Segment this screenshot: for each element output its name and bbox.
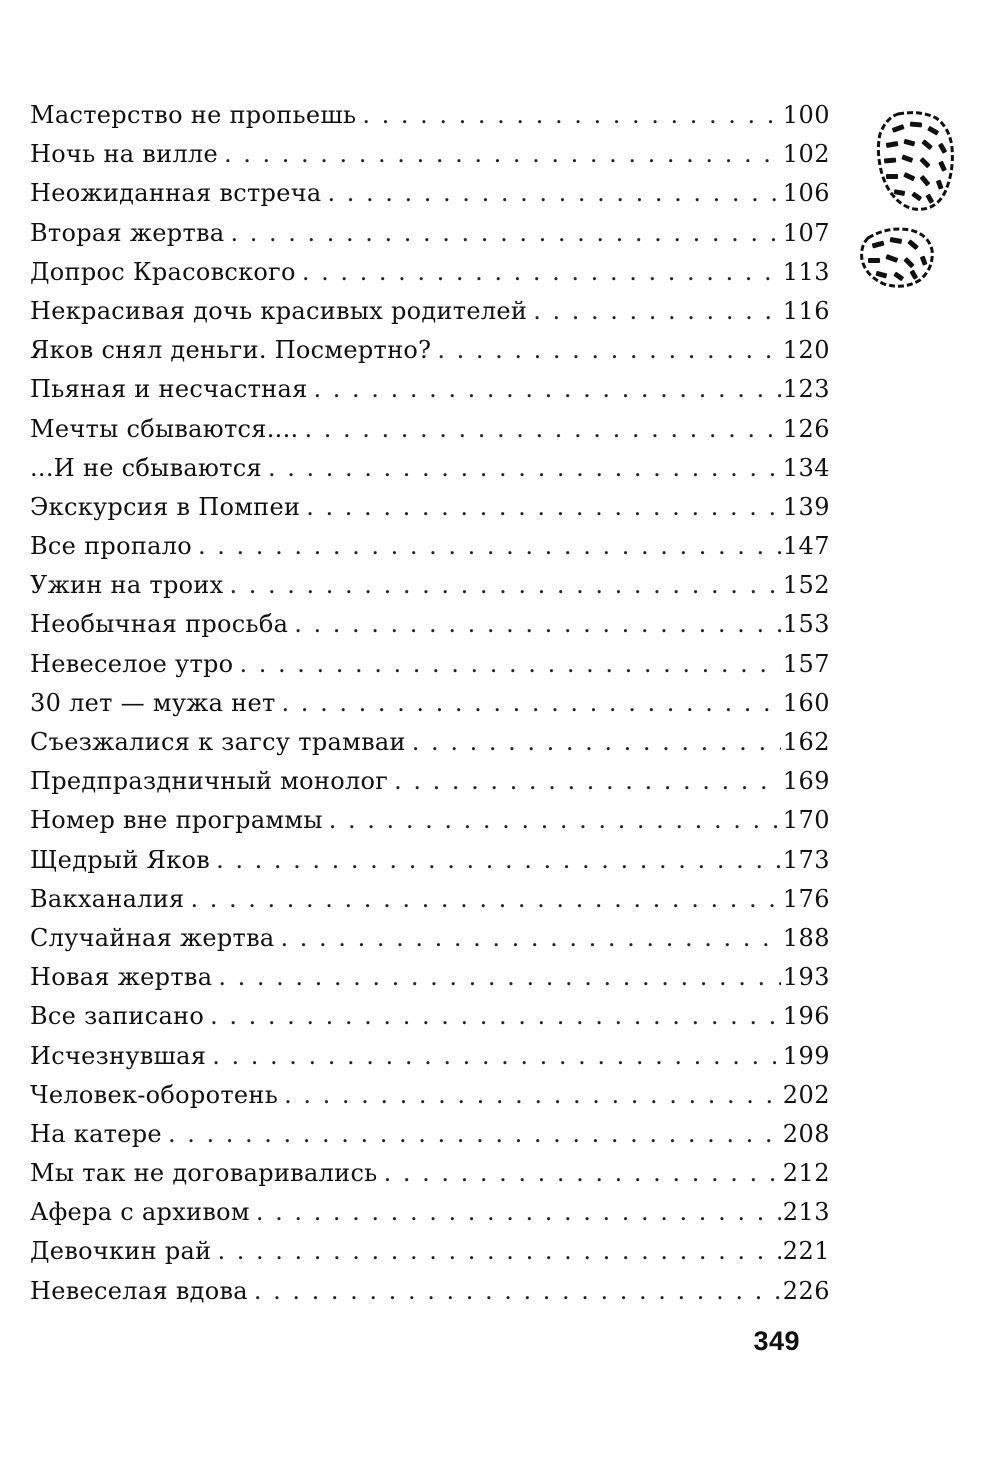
toc-entry-page: 157 [782, 649, 830, 678]
dot-leader [212, 1037, 780, 1076]
dot-leader [304, 410, 780, 449]
toc-entry-title: Мастерство не пропьешь [30, 101, 357, 129]
toc-entry-title: Невеселая вдова [30, 1276, 248, 1305]
toc-entry-page: 169 [782, 767, 830, 796]
dot-leader [328, 174, 781, 213]
toc-entry-page: 188 [782, 923, 830, 952]
dot-leader [217, 1232, 780, 1271]
toc-entry [30, 841, 830, 880]
toc-entry [30, 96, 830, 135]
toc-entry-page: 226 [782, 1276, 830, 1305]
dot-leader [294, 605, 780, 644]
toc-entry-title: Ночь на вилле [30, 140, 218, 169]
dot-leader [254, 1272, 781, 1311]
footprint-heel-icon [862, 229, 933, 286]
toc-entry [30, 684, 830, 723]
toc-entry-title: Необычная просьба [30, 610, 289, 639]
toc-entry [30, 801, 830, 840]
toc-entry-page: 113 [782, 257, 830, 286]
toc-entry-page: 173 [782, 845, 830, 874]
dot-leader [533, 292, 780, 331]
dot-leader [306, 488, 780, 527]
toc-entry-title: Пьяная и несчастная [30, 375, 308, 404]
toc-entry [30, 880, 830, 919]
dot-leader [302, 253, 781, 292]
toc-entry-title: Невеселое утро [30, 649, 234, 678]
footprint-sole-icon [878, 113, 952, 210]
toc-entry-title: Мы так не договаривались [30, 1159, 378, 1188]
toc-entry-page: 176 [782, 884, 830, 913]
toc-entry [30, 1193, 830, 1232]
toc-entry-title: Новая жертва [30, 963, 213, 992]
table-of-contents [30, 96, 830, 1311]
toc-entry-page: 202 [782, 1080, 830, 1109]
toc-entry-title: Съезжалися к загсу трамваи [30, 728, 406, 756]
toc-entry [30, 1037, 830, 1076]
toc-entry-title: Мечты сбываются.... [30, 414, 299, 443]
dot-leader [394, 762, 781, 801]
dot-leader [198, 527, 781, 566]
toc-entry-title: Вакханалия [30, 884, 185, 913]
toc-entry-page: 120 [782, 336, 830, 365]
toc-entry-page: 116 [782, 296, 830, 325]
toc-entry-page: 107 [782, 218, 830, 247]
toc-entry-page: 193 [782, 963, 830, 992]
toc-entry-title: 30 лет — мужа нет [30, 688, 276, 717]
toc-entry [30, 449, 830, 488]
dot-leader [314, 370, 781, 409]
toc-entry [30, 214, 830, 253]
toc-entry [30, 135, 830, 174]
toc-entry-page: 160 [782, 688, 830, 717]
toc-entry [30, 174, 830, 213]
toc-entry-title: Афера с архивом [30, 1198, 250, 1227]
dot-leader [230, 566, 781, 605]
toc-entry-page: 139 [782, 492, 830, 521]
toc-entry-page: 213 [782, 1198, 830, 1227]
toc-entry-title: Яков снял деньги. Посмертно? [30, 336, 432, 365]
toc-entry [30, 1232, 830, 1271]
dot-leader [284, 1076, 781, 1115]
dot-leader [329, 801, 781, 840]
toc-entry [30, 605, 830, 644]
toc-entry [30, 997, 830, 1036]
toc-entry [30, 723, 830, 762]
dot-leader [384, 1154, 781, 1193]
dot-leader [437, 331, 780, 370]
toc-entry-page: 212 [782, 1159, 830, 1188]
toc-entry-page: 162 [782, 728, 830, 756]
toc-entry-title: Все пропало [30, 532, 193, 561]
toc-entry [30, 370, 830, 409]
toc-entry-page: 134 [782, 453, 830, 482]
toc-entry [30, 645, 830, 684]
dot-leader [239, 645, 780, 684]
toc-entry-page: 170 [782, 806, 830, 835]
toc-entry [30, 958, 830, 997]
toc-entry [30, 488, 830, 527]
dot-leader [168, 1115, 781, 1154]
dot-leader [256, 1193, 781, 1232]
dot-leader [412, 723, 781, 762]
toc-entry-page: 152 [782, 571, 830, 600]
toc-entry [30, 292, 830, 331]
dot-leader [210, 997, 781, 1036]
dot-leader [362, 96, 780, 135]
toc-entry-title: Случайная жертва [30, 923, 275, 952]
toc-entry [30, 527, 830, 566]
dot-leader [268, 449, 781, 488]
toc-entry [30, 1115, 830, 1154]
toc-entry-page: 208 [782, 1119, 830, 1148]
toc-entry-page: 100 [782, 101, 830, 129]
dot-leader [282, 684, 781, 723]
toc-entry [30, 253, 830, 292]
toc-entry [30, 1076, 830, 1115]
toc-entry [30, 1154, 830, 1193]
toc-entry-title: Номер вне программы [30, 806, 323, 835]
toc-entry-page: 102 [782, 140, 830, 169]
toc-entry-title: Предпраздничный монолог [30, 767, 389, 796]
toc-entry [30, 1272, 830, 1311]
toc-entry-title: Человек-оборотень [30, 1080, 279, 1109]
toc-entry-page: 106 [782, 179, 830, 208]
page-number: 349 [753, 1326, 800, 1356]
toc-entry-page: 126 [782, 414, 830, 443]
dot-leader [230, 214, 780, 253]
dot-leader [281, 919, 781, 958]
toc-entry-title: Щедрый Яков [30, 845, 211, 874]
toc-entry-title: ...И не сбываются [30, 453, 262, 482]
toc-entry-page: 153 [782, 610, 830, 639]
toc-entry-title: Допрос Красовского [30, 257, 296, 286]
dot-leader [224, 135, 781, 174]
toc-entry-title: Девочкин рай [30, 1237, 212, 1266]
toc-entry-title: Все записано [30, 1002, 205, 1031]
toc-entry [30, 919, 830, 958]
toc-entry-title: На катере [30, 1119, 162, 1148]
toc-entry-title: Ужин на троих [30, 571, 224, 600]
toc-entry-title: Вторая жертва [30, 218, 225, 247]
toc-entry-title: Некрасивая дочь красивых родителей [30, 296, 528, 325]
dot-leader [216, 841, 781, 880]
dot-leader [190, 880, 780, 919]
toc-entry-page: 147 [782, 532, 830, 561]
toc-entry [30, 410, 830, 449]
toc-entry-page: 221 [782, 1237, 830, 1266]
dot-leader [218, 958, 780, 997]
toc-entry-title: Исчезнувшая [30, 1041, 207, 1070]
toc-entry-page: 199 [782, 1041, 830, 1070]
toc-entry-title: Экскурсия в Помпеи [30, 492, 301, 521]
toc-entry-page: 123 [782, 375, 830, 404]
toc-entry [30, 762, 830, 801]
toc-entry [30, 566, 830, 605]
toc-entry [30, 331, 830, 370]
toc-entry-title: Неожиданная встреча [30, 179, 322, 208]
toc-entry-page: 196 [782, 1002, 830, 1031]
footprint-icon [858, 108, 958, 298]
